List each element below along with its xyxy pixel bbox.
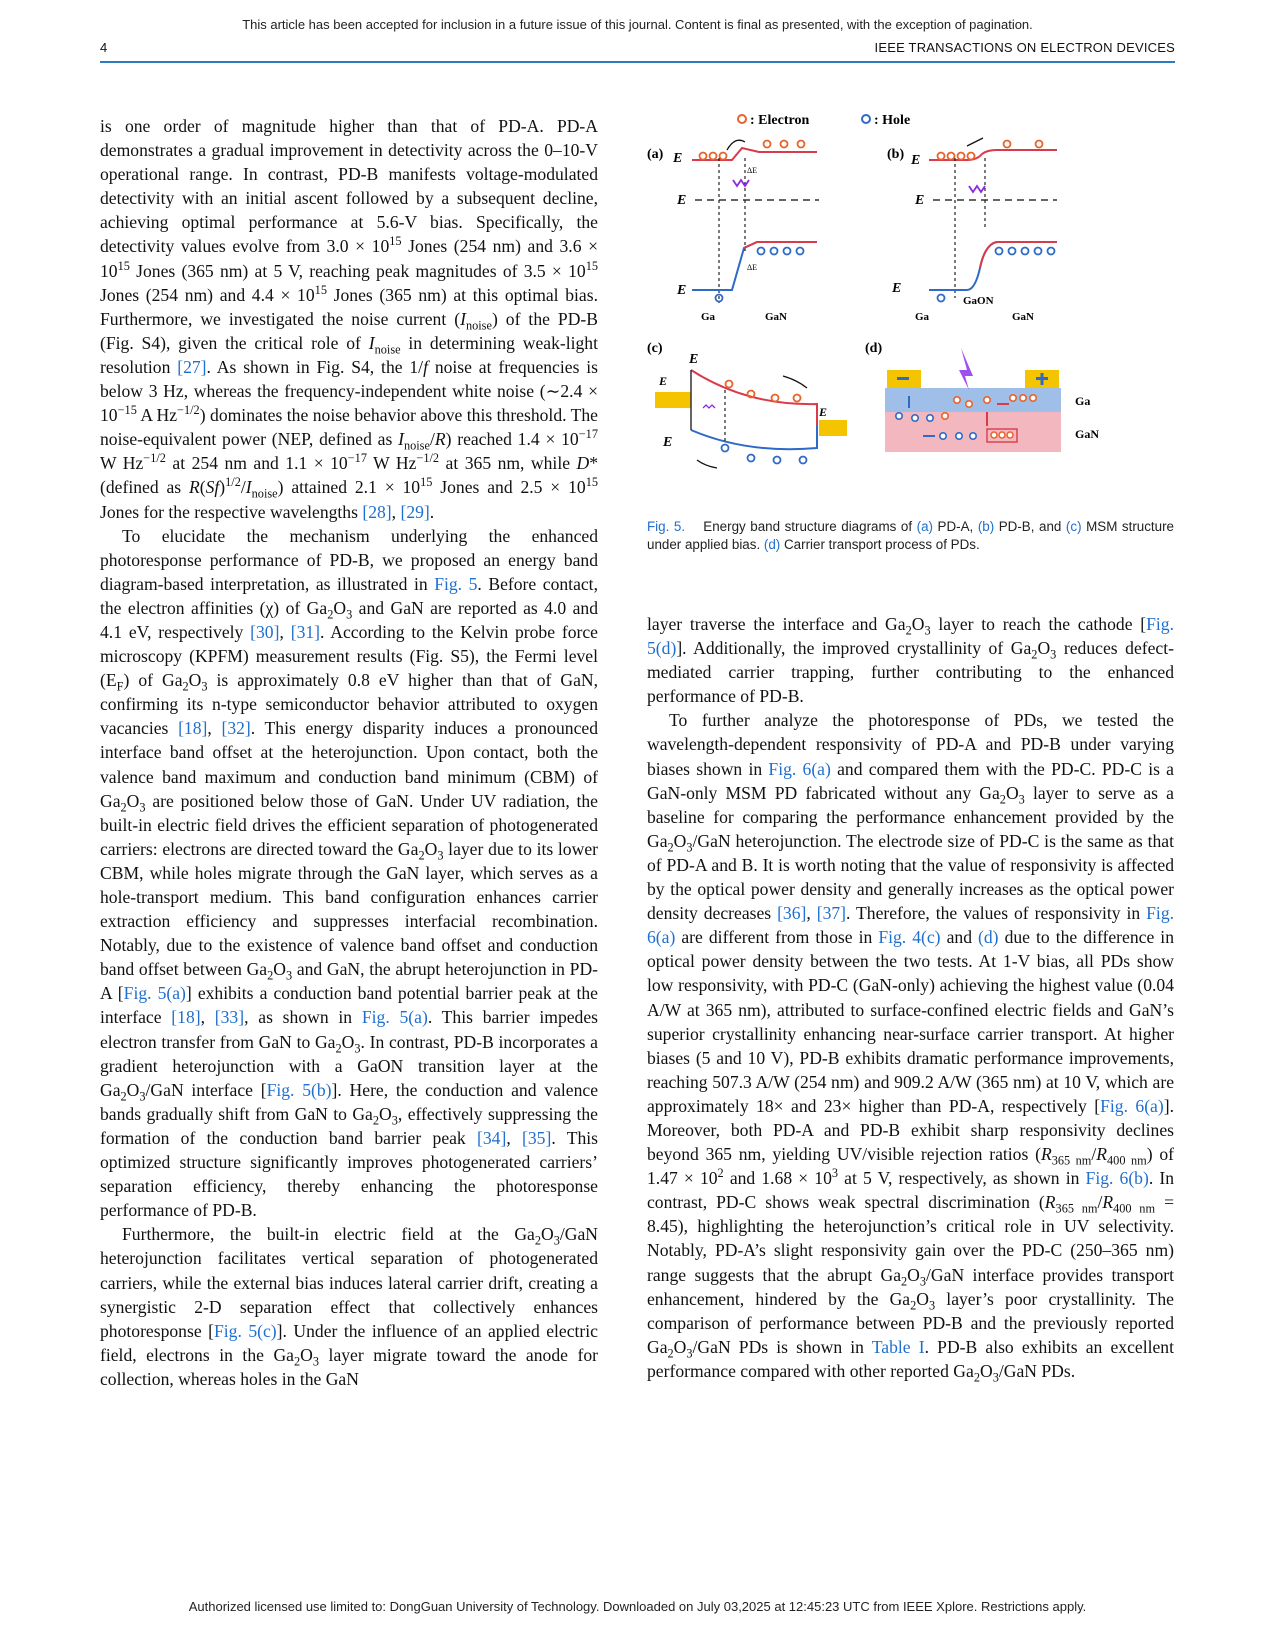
citation-link[interactable]: [37] bbox=[816, 903, 847, 924]
figure-caption: Fig. 5. Energy band structure diagrams of (a) PD-A, (b) PD-B, and (c) MSM structure under applied bias. (d) Carrier transport process of PDs. bbox=[647, 519, 1174, 552]
figure-link[interactable]: Fig. 6(a) bbox=[1100, 1095, 1164, 1116]
gan-label: GaN bbox=[1012, 311, 1034, 323]
citation-link[interactable]: [31] bbox=[290, 621, 321, 642]
acceptance-notice: This article has been accepted for inclusion in a future issue of this journal. Content is final as presented, with the exception of pagination. bbox=[242, 17, 1033, 32]
right-column bbox=[647, 612, 1174, 1383]
panel-a bbox=[647, 140, 819, 323]
citation-link[interactable]: [27] bbox=[177, 356, 207, 377]
left-electrode bbox=[655, 392, 691, 408]
page-number: 4 bbox=[100, 40, 108, 55]
citation-link[interactable]: [30] bbox=[250, 621, 280, 642]
panel-c bbox=[647, 341, 847, 468]
paragraph: To elucidate the mechanism underlying the enhanced photoresponse performance of PD-B, we proposed an energy band diagram-based interpretation, as illustrated in Fig. 5. Before contact, the electron affinities (χ) of $Ga_2O_3$ and GaN are reported as 4.0 and 4.1 eV, respectively [30], [31]. According to the Kelvin probe force microscopy (KPFM) measurement results (Fig. S5), the Fermi level $(E_F)$ of $Ga_2O_3$ is approximately 0.8 eV higher than that of GaN, confirming its n-type semiconductor behavior attributed to oxygen vacancies [18], [32]. This energy disparity induces a pronounced interface band offset at the heterojunction. Upon contact, both the valence band maximum and conduction band minimum (CBM) of $Ga_2O_3$ are positioned below those of GaN. Under UV radiation, the built-in electric field drives the efficient separation of photogenerated carriers: electrons are directed toward the $Ga_2O_3$ layer due to its lower CBM, while holes migrate through the GaN layer, which serves as a hole-transport medium. This band configuration enhances carrier extraction efficiency and suppresses interfacial recombination. Notably, due to the existence of valence band offset and conduction band offset between $Ga_2O_3$ and GaN, the abrupt heterojunction in PD-A [Fig. 5(a)] exhibits a conduction band potential barrier peak at the interface [18], [33], as shown in Fig. 5(a). This barrier impedes electron transfer from GaN to $Ga_2O_3$. In contrast, PD-B incorporates a gradient heterojunction with a GaON transition layer at the $Ga_2O_3$/GaN interface [Fig. 5(b)]. Here, the conduction and valence bands gradually shift from GaN to $Ga_2O_3$, effectively suppressing the formation of the conduction band barrier peak [34], [35]. This optimized structure significantly improves photogenerated carriers’ separation efficiency, thereby enhancing the photoresponse performance of PD-B. bbox=[100, 525, 599, 1221]
figure-link[interactable]: Fig. 5(a) bbox=[123, 983, 186, 1004]
citation-link[interactable]: [18] bbox=[178, 718, 208, 739]
figure-link[interactable]: Fig. 5 bbox=[434, 573, 478, 594]
figure-link[interactable]: Fig. 5(b) bbox=[266, 1079, 332, 1100]
panel-d-label: (d) bbox=[865, 341, 883, 356]
gaon-label: GaON bbox=[963, 295, 994, 307]
figure-link[interactable]: Fig. 5(d) bbox=[647, 614, 1174, 659]
delta-ev-label: ΔE bbox=[747, 263, 758, 272]
citation-link[interactable]: [18] bbox=[171, 1007, 201, 1028]
figure-5 bbox=[647, 108, 1174, 508]
electron-legend-icon bbox=[738, 115, 746, 123]
ev-label: E bbox=[892, 281, 902, 296]
left-column bbox=[100, 114, 598, 1391]
paragraph: Furthermore, the built-in electric field at the $Ga_2O_3$/GaN heterojunction facilitates vertical separation of photogenerated carriers, while the external bias induces lateral carrier drift, creating a synergistic 2-D separation effect that collectively enhances photoresponse [Fig. 5(c)]. Under the influence of an applied electric field, electrons in the $Ga_2O_3$ layer migrate toward the anode for collection, whereas holes in the GaN bbox=[100, 1224, 598, 1389]
ef-label: E bbox=[915, 193, 925, 208]
figure-link[interactable]: Fig. 6(b) bbox=[1085, 1168, 1149, 1189]
ec-label: E bbox=[911, 153, 921, 168]
citation-link[interactable]: [32] bbox=[221, 718, 251, 739]
caption-link-a[interactable]: (a) bbox=[916, 519, 933, 534]
table-link[interactable]: Table I bbox=[871, 1336, 925, 1357]
panel-a-label: (a) bbox=[647, 147, 664, 162]
ec-label: E bbox=[673, 151, 683, 166]
caption-link-c[interactable]: (c) bbox=[1065, 519, 1082, 534]
figure-link[interactable]: (d) bbox=[978, 927, 999, 948]
citation-link[interactable]: [35] bbox=[522, 1127, 552, 1148]
ev-label: E bbox=[663, 435, 673, 450]
panel-b bbox=[887, 138, 1057, 323]
ga2o3-label: Ga bbox=[1075, 394, 1091, 408]
ga2o3-label: Ga bbox=[701, 311, 716, 323]
citation-link[interactable]: [29] bbox=[400, 501, 430, 522]
legend-hole: : Hole bbox=[874, 113, 911, 128]
ga2o3-label: Ga bbox=[915, 311, 930, 323]
ev-label: E bbox=[677, 283, 687, 298]
hole-legend-icon bbox=[862, 115, 870, 123]
license-footer: Authorized licensed use limited to: DongGuan University of Technology. Downloaded on July 03,2025 at 12:45:23 UTC from IEEE Xplore. Restrictions apply. bbox=[188, 1599, 1087, 1614]
header-rule bbox=[100, 61, 1175, 63]
journal-title: IEEE TRANSACTIONS ON ELECTRON DEVICES bbox=[874, 40, 1175, 55]
caption-link-d[interactable]: (d) bbox=[763, 537, 781, 552]
gan-label: GaN bbox=[1075, 427, 1099, 441]
legend-electron: : Electron bbox=[750, 113, 810, 128]
citation-link[interactable]: [36] bbox=[777, 903, 807, 924]
figure-link[interactable]: Fig. 6(a) bbox=[768, 758, 831, 779]
figure-link[interactable]: Fig. 5(a) bbox=[361, 1007, 428, 1028]
figure-link[interactable]: Fig. 6(a) bbox=[647, 903, 1175, 948]
citation-link[interactable]: [34] bbox=[477, 1127, 507, 1148]
efm-label: E bbox=[819, 405, 828, 419]
caption-link-b[interactable]: (b) bbox=[977, 519, 995, 534]
panel-b-label: (b) bbox=[887, 147, 905, 162]
panel-c-label: (c) bbox=[647, 341, 663, 356]
paragraph: layer traverse the interface and $Ga_2O_3$ layer to reach the cathode [Fig. 5(d)]. Additionally, the improved crystallinity of $Ga_2O_3$ reduces defect-mediated carrier trapping, further contributing to the enhanced performance of PD-B. bbox=[647, 614, 1174, 707]
ef-label: E bbox=[677, 193, 687, 208]
ec-label: E bbox=[689, 352, 699, 367]
caption-label: Fig. 5. bbox=[647, 519, 686, 534]
paragraph: To further analyze the photoresponse of PDs, we tested the wavelength-dependent responsivity of PD-A and PD-B under varying biases shown in Fig. 6(a) and compared them with the PD-C. PD-C is a GaN-only MSM PD fabricated without any $Ga_2O_3$ layer to serve as a baseline for comparing the performance enhancement provided by the $Ga_2O_3$/GaN heterojunction. The electrode size of PD-C is the same as that of PD-A and B. It is worth noting that the value of responsivity is affected by the optical power density and generally increases as the optical power density decreases [36], [37]. Therefore, the values of responsivity in Fig. 6(a) are different from those in Fig. 4(c) and (d) due to the difference in optical power density between the two tests. At 1-V bias, all PDs show low responsivity, with PD-C (GaN-only) achieving the highest value (0.04 A/W at 365 nm), attributed to surface-confined electric fields and GaN’s superior crystallinity enhancing near-surface carrier transport. At higher biases (5 and 10 V), PD-B exhibits dramatic performance improvements, reaching 507.3 A/W (254 nm) and 909.2 A/W (365 nm) at 10 V, which are approximately 18× and 23× higher than PD-A, respectively [Fig. 6(a)]. Moreover, both PD-A and PD-B exhibit sharp responsivity declines beyond 365 nm, yielding UV/visible rejection ratios $(R_{365 nm}/R_{400 nm})$ of $1.47 \times 10^2$ and $1.68 \times 10^3$ at 5 V, respectively, as shown in Fig. 6(b). In contrast, PD-C shows weak spectral discrimination $(R_{365 nm}/R_{400 nm} = 8.45)$, highlighting the heterojunction’s critical role in UV selectivity. Notably, PD-A’s slight responsivity gain over the PD-C (250–365 nm) range suggests that the abrupt $Ga_2O_3$/GaN interface provides transport enhancement, hindered by the $Ga_2O_3$ layer’s poor crystallinity. The comparison of performance between PD-B and the previously reported $Ga_2O_3$/GaN PDs is shown in Table I. PD-B also exhibits an excellent performance compared with other reported $Ga_2O_3$/GaN PDs. bbox=[647, 710, 1175, 1385]
citation-link[interactable]: [28] bbox=[362, 501, 392, 522]
figure-link[interactable]: Fig. 5(c) bbox=[213, 1320, 277, 1341]
gan-label: GaN bbox=[765, 311, 787, 323]
panel-d bbox=[865, 341, 1099, 452]
delta-ec-label: ΔE bbox=[747, 166, 758, 175]
right-electrode bbox=[819, 420, 847, 436]
figure-link[interactable]: Fig. 4(c) bbox=[878, 927, 941, 948]
efm-label: E bbox=[659, 374, 668, 388]
light-bolt-icon bbox=[959, 348, 973, 390]
paragraph: is one order of magnitude higher than that of PD-A. PD-A demonstrates a gradual improvement in detectivity across the 0–10-V operational range. In contrast, PD-B manifests voltage-modulated detectivity with an initial ascent followed by a subsequent decline, achieving optimal performance at 5.6-V bias. Specifically, the detectivity values evolve from $3.0 \times 10^{15}$ Jones (254 nm) and $3.6 \times 10^{15}$ Jones (365 nm) at 5 V, reaching peak magnitudes of $3.5 \times 10^{15}$ Jones (254 nm) and $4.4 \times 10^{15}$ Jones (365 nm) at this optimal bias. Furthermore, we investigated the noise current $(I_{noise})$ of the PD-B (Fig. S4), given the critical role of $I_{noise}$ in determining weak-light resolution [27]. As shown in Fig. S4, the 1/f noise at frequencies is below 3 Hz, whereas the frequency-independent white noise (∼2.4 × $10^{-15}$ A $Hz^{-1/2}$) dominates the noise behavior above this threshold. The noise-equivalent power (NEP, defined as $I_{noise}/R$) reached $1.4 \times 10^{-17}$ W $Hz^{-1/2}$ at 254 nm and $1.1 \times 10^{-17}$ W $Hz^{-1/2}$ at 365 nm, while D* (defined as $R(Sf)^{1/2}/I_{noise}$) attained $2.1 \times 10^{15}$ Jones and $2.5 \times 10^{15}$ Jones for the respective wavelengths [28], [29]. bbox=[100, 116, 598, 522]
citation-link[interactable]: [33] bbox=[214, 1007, 245, 1028]
